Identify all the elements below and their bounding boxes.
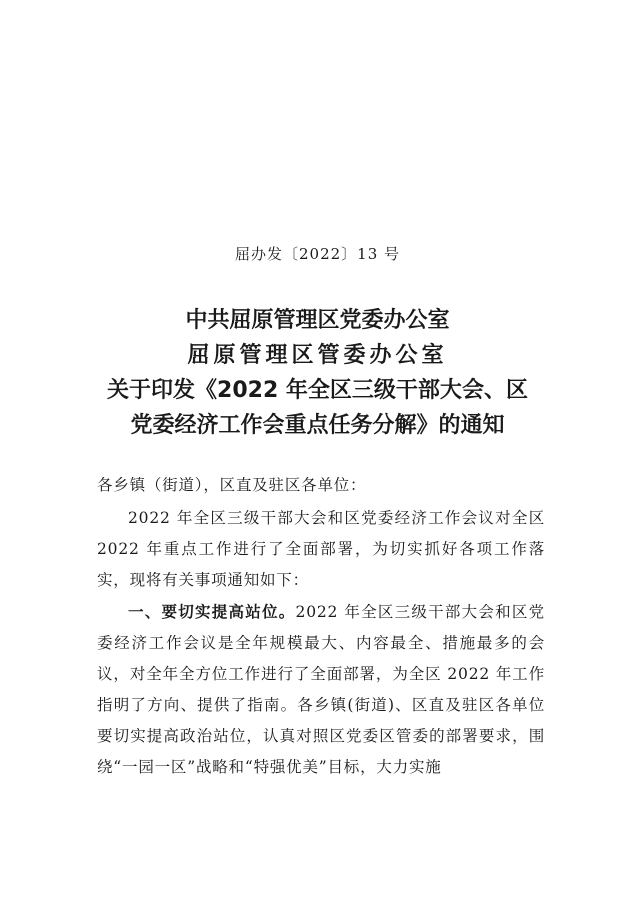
title-line-4: 党委经济工作会重点任务分解》的通知 — [130, 413, 505, 438]
document-number: 屈办发〔2022〕13 号 — [234, 245, 401, 263]
intro-paragraph: 2022 年全区三级干部大会和区党委经济工作会议对全区 2022 年重点工作进行了全面部署，为切实抓好各项工作落实，现将有关事项通知如下： — [97, 509, 545, 589]
title-line-3: 关于印发《2022 年全区三级干部大会、区 — [107, 378, 528, 403]
title-line-1: 中共屈原管理区党委办公室 — [185, 308, 450, 333]
salutation: 各乡镇（街道），区直及驻区各单位： — [97, 476, 367, 494]
document-title — [60, 303, 575, 443]
section-1-paragraph — [97, 597, 545, 783]
section-1-heading: 一、要切实提高站位。 — [128, 603, 296, 621]
section-1-text: 2022 年全区三级干部大会和区党委经济工作会议是全年规模最大、内容最全、措施最多的会议，对全年全方位工作进行了全面部署，为全区 2022 年工作指明了方向、提供了指南。各乡镇(街道)、区直及驻区各单位要切实提高政治站位，认真对照区党委区管委的部署要求，围绕“一园一区”战略和“特强优美”目标，大力实施 — [97, 603, 545, 776]
title-line-2: 屈原管理区管委办公室 — [187, 343, 448, 368]
